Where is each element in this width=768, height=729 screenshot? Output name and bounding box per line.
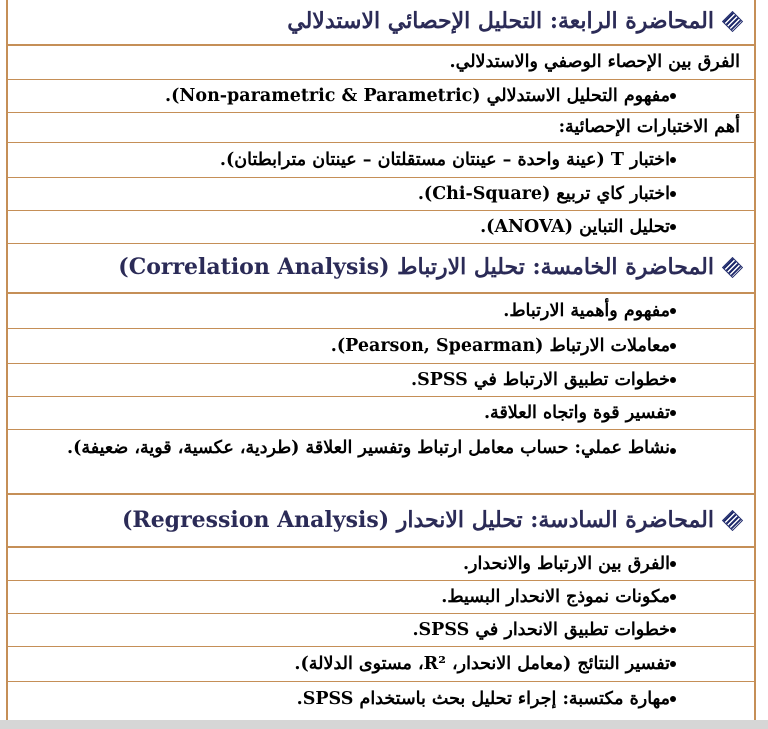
bullet-icon <box>670 627 676 633</box>
list-item <box>8 647 754 682</box>
list-item <box>8 294 754 329</box>
document-page <box>6 0 756 720</box>
item-text: خطوات تطبيق الانحدار في SPSS. <box>412 619 670 640</box>
list-item <box>8 211 754 244</box>
lecture4-heading-row <box>8 0 754 46</box>
bullet-icon <box>670 661 676 667</box>
bullet-icon <box>670 561 676 567</box>
list-item <box>8 113 754 143</box>
list-item <box>8 430 754 494</box>
diamond-bullet-icon <box>722 11 743 32</box>
diamond-bullet-icon <box>722 509 743 530</box>
item-text: تفسير النتائج (معامل الانحدار، R²، مستوى الدلالة). <box>294 653 670 674</box>
page-bottom-edge <box>0 720 768 729</box>
bullet-icon <box>670 343 676 349</box>
list-item <box>8 329 754 364</box>
item-text: اختبار T (عينة واحدة – عينتان مستقلتان – عينتان مترابطتان). <box>219 149 670 170</box>
item-text: اختبار كاي تربيع (Chi-Square). <box>417 183 670 204</box>
bullet-icon <box>670 157 676 163</box>
lecture6-heading: المحاضرة السادسة: تحليل الانحدار (Regression Analysis) <box>121 506 714 533</box>
bullet-icon <box>670 410 676 416</box>
lecture5-heading-row <box>8 244 754 294</box>
item-text: مفهوم وأهمية الارتباط. <box>503 300 670 321</box>
list-item <box>8 80 754 113</box>
bullet-icon <box>670 377 676 383</box>
bullet-icon <box>670 224 676 230</box>
item-text: مهارة مكتسبة: إجراء تحليل بحث باستخدام SPSS. <box>296 688 670 709</box>
list-item <box>8 581 754 614</box>
item-text: معاملات الارتباط (Pearson, Spearman). <box>330 335 670 356</box>
bullet-icon <box>670 696 676 702</box>
item-text: الفرق بين الإحصاء الوصفي والاستدلالي. <box>449 52 740 73</box>
list-item <box>8 46 754 80</box>
list-item <box>8 178 754 211</box>
list-item <box>8 143 754 178</box>
item-text: الفرق بين الارتباط والانحدار. <box>462 553 670 574</box>
item-text: خطوات تطبيق الارتباط في SPSS. <box>410 369 670 390</box>
item-text: مفهوم التحليل الاستدلالي (Non-parametric & Parametric). <box>165 85 670 106</box>
lecture5-heading: المحاضرة الخامسة: تحليل الارتباط (Correlation Analysis) <box>118 254 714 281</box>
item-text: تحليل التباين (ANOVA). <box>480 216 670 237</box>
list-item <box>8 548 754 581</box>
item-text: أهم الاختبارات الإحصائية: <box>558 117 740 138</box>
bullet-icon <box>670 594 676 600</box>
list-item <box>8 364 754 397</box>
bullet-icon <box>670 448 676 454</box>
lecture6-heading-row <box>8 494 754 548</box>
item-text: نشاط عملي: حساب معامل ارتباط وتفسير العلاقة (طردية، عكسية، قوية، ضعيفة). <box>67 438 670 458</box>
list-item <box>8 614 754 647</box>
bullet-icon <box>670 308 676 314</box>
list-item <box>8 682 754 716</box>
item-text: تفسير قوة واتجاه العلاقة. <box>483 402 670 423</box>
lecture4-heading: المحاضرة الرابعة: التحليل الإحصائي الاستدلالي <box>287 8 714 35</box>
bullet-icon <box>670 93 676 99</box>
diamond-bullet-icon <box>722 257 743 278</box>
list-item <box>8 397 754 430</box>
bullet-icon <box>670 191 676 197</box>
item-text: مكونات نموذج الانحدار البسيط. <box>441 586 670 607</box>
